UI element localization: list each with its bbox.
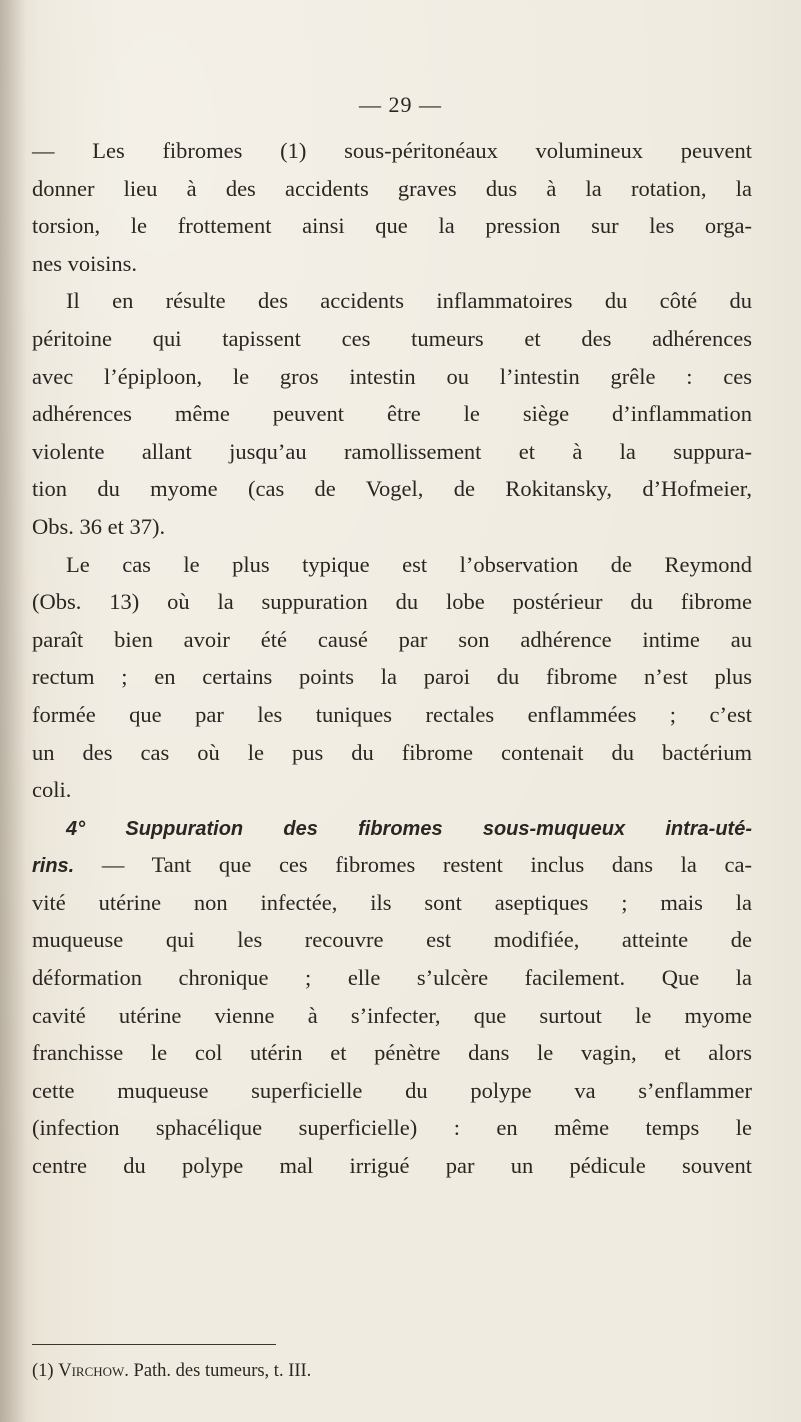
text-line: tion du myome (cas de Vogel, de Rokitansky, d’Hofmeier, bbox=[32, 476, 752, 502]
text-line: nes voisins. bbox=[32, 250, 138, 276]
text-line: violente allant jusqu’au ramollissement et à la suppura- bbox=[32, 438, 752, 464]
text-line: (Obs. 13) où la suppuration du lobe postérieur du fibrome bbox=[32, 589, 752, 615]
text-line: (infection sphacélique superficielle) : en même temps le bbox=[32, 1115, 752, 1141]
text-line: Il en résulte des accidents inflammatoires du côté du bbox=[66, 288, 752, 314]
text-line bbox=[32, 846, 752, 884]
text-line: franchisse le col utérin et pénètre dans le vagin, et alors bbox=[32, 1040, 752, 1066]
footnote-author: Virchow bbox=[58, 1361, 125, 1381]
text-line: déformation chronique ; elle s’ulcère facilement. Que la bbox=[32, 965, 752, 991]
text-line: Obs. 36 et 37). bbox=[32, 513, 166, 539]
text-line: paraît bien avoir été causé par son adhérence intime au bbox=[32, 626, 752, 652]
text-line: adhérences même peuvent être le siège d’inflammation bbox=[32, 401, 752, 427]
text-line: péritoine qui tapissent ces tumeurs et des adhérences bbox=[32, 325, 752, 351]
footnote-text: . Path. des tumeurs, t. III. bbox=[124, 1361, 312, 1381]
text-fragment: — Tant que ces fibromes restent inclus dans la ca- bbox=[74, 852, 752, 878]
text-line: Le cas le plus typique est l’observation de Reymond bbox=[66, 551, 752, 577]
section-heading: 4° Suppuration des fibromes sous-muqueux intra-uté- bbox=[66, 817, 752, 840]
footnote bbox=[32, 1361, 311, 1382]
text-line: cavité utérine vienne à s’infecter, que surtout le myome bbox=[32, 1002, 752, 1028]
text-line: — Les fibromes (1) sous-péritonéaux volumineux peuvent bbox=[32, 138, 752, 163]
text-line: torsion, le frottement ainsi que la pression sur les orga- bbox=[32, 213, 752, 239]
page-edge-shadow bbox=[0, 0, 26, 1422]
body-text bbox=[32, 132, 752, 1185]
footnote-divider bbox=[32, 1344, 276, 1345]
text-line: formée que par les tuniques rectales enflammées ; c’est bbox=[32, 701, 752, 727]
text-line: muqueuse qui les recouvre est modifiée, atteinte de bbox=[32, 927, 752, 953]
footnote-marker: (1) bbox=[32, 1361, 59, 1381]
section-heading-continued: rins. bbox=[32, 855, 75, 878]
text-line: avec l’épiploon, le gros intestin ou l’intestin grêle : ces bbox=[32, 363, 752, 389]
section-heading-line bbox=[32, 809, 752, 847]
page-number: — 29 — bbox=[359, 92, 442, 117]
text-line: centre du polype mal irrigué par un pédicule souvent bbox=[32, 1153, 752, 1179]
text-line: rectum ; en certains points la paroi du fibrome n’est plus bbox=[32, 664, 752, 690]
text-line: coli. bbox=[32, 777, 72, 803]
text-line: vité utérine non infectée, ils sont aseptiques ; mais la bbox=[32, 889, 752, 915]
text-line: cette muqueuse superficielle du polype va s’enflammer bbox=[32, 1077, 752, 1103]
text-line: un des cas où le pus du fibrome contenait du bactérium bbox=[32, 739, 752, 765]
text-line: donner lieu à des accidents graves dus à la rotation, la bbox=[32, 175, 752, 201]
